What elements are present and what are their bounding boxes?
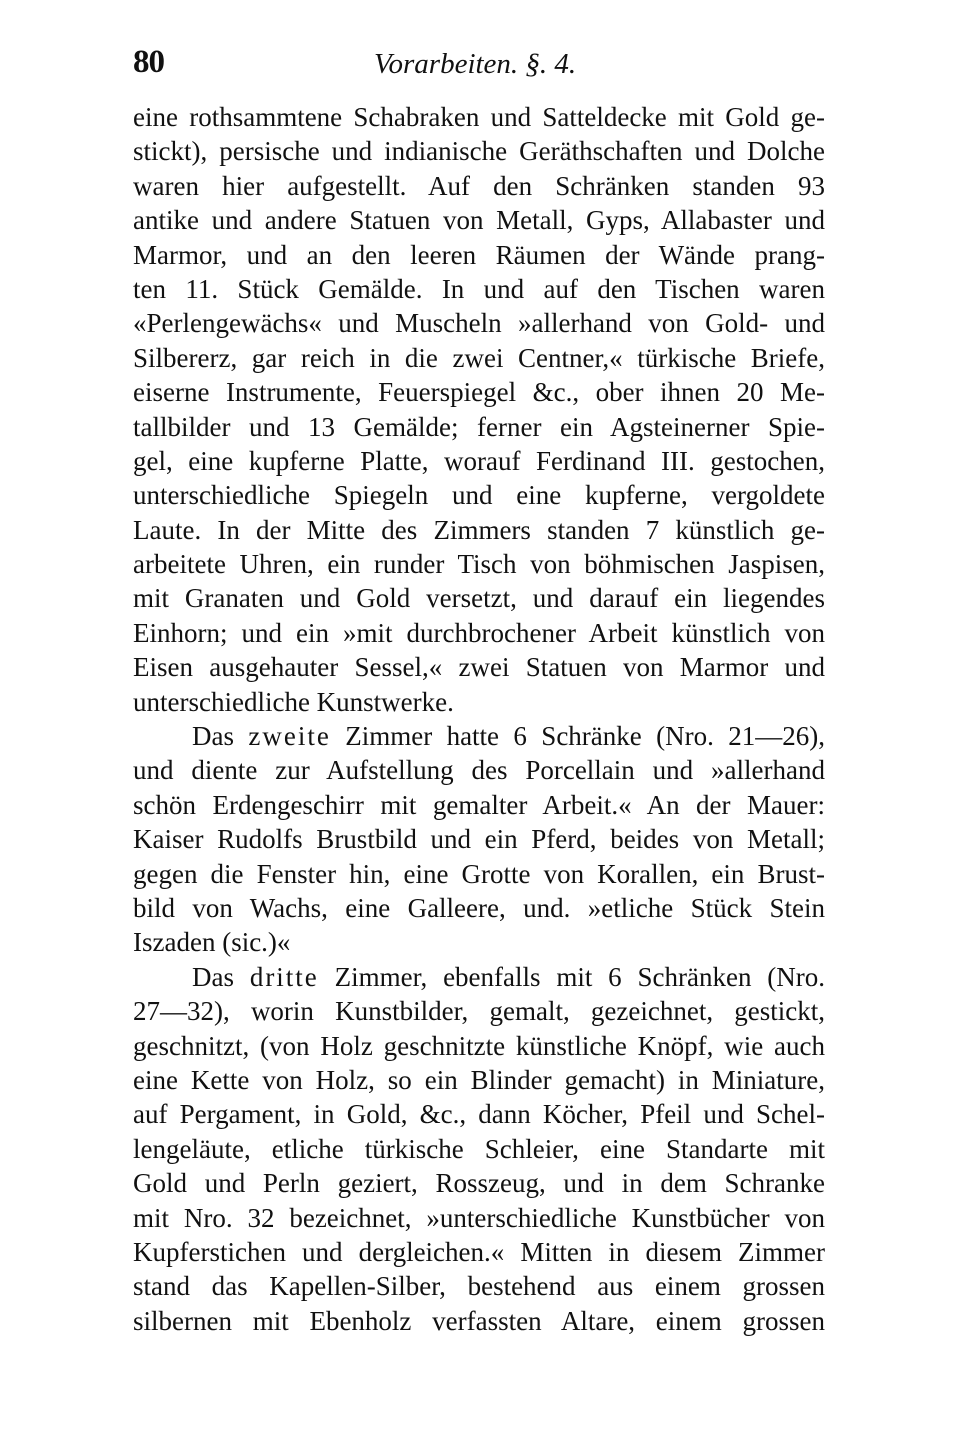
text-line: ten 11. Stück Gemälde. In und auf den Tischen waren <box>133 273 825 304</box>
text-line: Einhorn; und ein »mit durchbrochener Arbeit künstlich von <box>133 617 825 648</box>
text-line: Kupferstichen und dergleichen.« Mitten in diesem Zimmer <box>133 1236 825 1267</box>
line-text-start: Das <box>192 961 250 992</box>
text-line: stickt), persische und indianische Geräthschaften und Dolche <box>133 136 825 167</box>
text-line: unterschiedliche Spiegeln und eine kupferne, vergoldete <box>133 480 825 511</box>
text-line: mit Nro. 32 bezeichnet, »unterschiedliche Kunstbücher von <box>133 1202 825 1233</box>
text-line <box>133 719 825 753</box>
text-line: waren hier aufgestellt. Auf den Schränken standen 93 <box>133 170 825 201</box>
text-line: eine rothsammtene Schabraken und Satteldecke mit Gold ge- <box>133 102 825 132</box>
line-text-end: Zimmer, ebenfalls mit 6 Schränken (Nro. <box>318 961 825 992</box>
text-line: antike und andere Statuen von Metall, Gyps, Allabaster und <box>133 205 825 236</box>
text-line: arbeitete Uhren, ein runder Tisch von böhmischen Jaspisen, <box>133 549 825 580</box>
body-text <box>133 100 825 1338</box>
text-line: eiserne Instrumente, Feuerspiegel &c., ober ihnen 20 Me- <box>133 377 825 408</box>
running-title: Vorarbeiten. §. 4. <box>374 48 577 80</box>
text-line: stand das Kapellen-Silber, bestehend aus einem grossen <box>133 1271 825 1302</box>
line-text-end: Zimmer hatte 6 Schränke (Nro. 21—26), <box>330 721 825 752</box>
text-line: tallbilder und 13 Gemälde; ferner ein Agsteinerner Spie- <box>133 411 825 442</box>
text-line: eine Kette von Holz, so ein Blinder gemacht) in Miniature, <box>133 1064 825 1095</box>
line-text-start: Das <box>192 721 249 752</box>
text-line: 27—32), worin Kunstbilder, gemalt, gezeichnet, gestickt, <box>133 996 825 1027</box>
spaced-emphasis: dritte <box>249 961 319 992</box>
text-line: Marmor, und an den leeren Räumen der Wände prang- <box>133 239 825 270</box>
page-header <box>0 44 960 84</box>
text-line: unterschiedliche Kunstwerke. <box>133 686 454 717</box>
page-number: 80 <box>133 44 164 80</box>
text-line: schön Erdengeschirr mit gemalter Arbeit.« An der Mauer: <box>133 789 825 820</box>
text-line: Silbererz, gar reich in die zwei Centner,« türkische Briefe, <box>133 342 825 373</box>
text-line: silbernen mit Ebenholz verfassten Altare, einem grossen <box>133 1305 825 1336</box>
text-line: bild von Wachs, eine Galleere, und. »etliche Stück Stein <box>133 892 825 923</box>
spaced-emphasis: zweite <box>248 721 331 752</box>
text-line: Eisen ausgehauter Sessel,« zwei Statuen von Marmor und <box>133 652 825 683</box>
text-line: Kaiser Rudolfs Brustbild und ein Pferd, beides von Metall; <box>133 824 825 855</box>
text-line: Gold und Perln geziert, Rosszeug, und in dem Schranke <box>133 1168 825 1199</box>
text-line: gel, eine kupferne Platte, worauf Ferdinand III. gestochen, <box>133 445 825 476</box>
text-line: mit Granaten und Gold versetzt, und darauf ein liegendes <box>133 583 825 614</box>
text-line: «Perlengewächs« und Muscheln »allerhand von Gold- und <box>133 308 825 339</box>
text-line: auf Pergament, in Gold, &c., dann Köcher, Pfeil und Schel- <box>133 1099 825 1130</box>
text-line: Iszaden (sic.)« <box>133 927 291 958</box>
text-line: geschnitzt, (von Holz geschnitzte künstliche Knöpf, wie auch <box>133 1030 825 1061</box>
text-line: lengeläute, etliche türkische Schleier, eine Standarte mit <box>133 1133 825 1164</box>
text-line <box>133 960 825 994</box>
text-line: gegen die Fenster hin, eine Grotte von Korallen, ein Brust- <box>133 858 825 889</box>
text-line: und diente zur Aufstellung des Porcellain und »allerhand <box>133 755 825 786</box>
text-line: Laute. In der Mitte des Zimmers standen 7 künstlich ge- <box>133 514 825 545</box>
